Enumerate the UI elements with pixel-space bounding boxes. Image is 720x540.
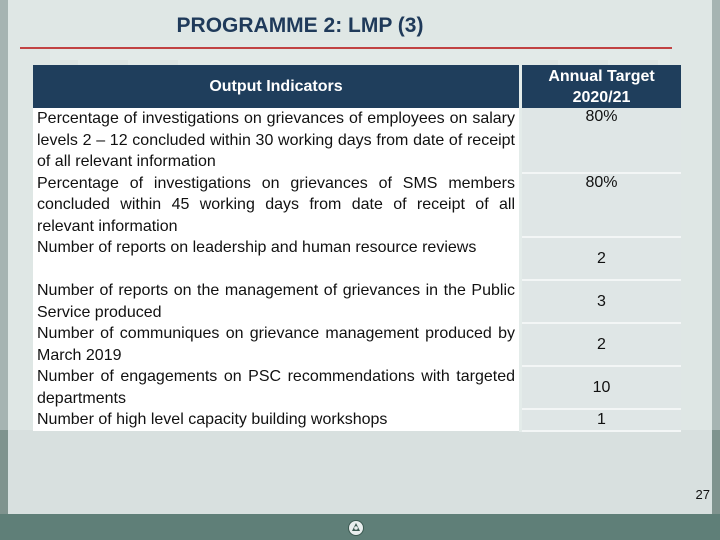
target-cell: 3	[521, 280, 682, 323]
table-row	[33, 108, 681, 173]
target-cell: 80%	[521, 173, 682, 238]
table-row	[33, 323, 681, 366]
output-indicators-table	[33, 65, 681, 432]
table-row	[33, 366, 681, 409]
target-cell: 80%	[521, 108, 682, 173]
table-row	[33, 280, 681, 323]
indicator-cell: Number of engagements on PSC recommendations with targeted departments	[33, 366, 521, 409]
target-cell: 2	[521, 323, 682, 366]
table-row	[33, 237, 681, 280]
table-row	[33, 173, 681, 238]
page-title: PROGRAMME 2: LMP (3)	[176, 14, 424, 37]
target-cell: 10	[521, 366, 682, 409]
target-cell: 2	[521, 237, 682, 280]
indicator-cell: Number of reports on the management of grievances in the Public Service produced	[33, 280, 521, 323]
header-output-indicators: Output Indicators	[33, 65, 521, 108]
indicator-cell: Number of communiques on grievance management produced by March 2019	[33, 323, 521, 366]
target-cell: 1	[521, 409, 682, 431]
table-row	[33, 409, 681, 431]
coat-of-arms-icon	[346, 519, 366, 537]
indicator-cell: Number of high level capacity building workshops	[33, 409, 521, 431]
indicator-cell: Percentage of investigations on grievances of employees on salary levels 2 – 12 concluded within 30 working days from date of receipt of all relevant information	[33, 108, 521, 173]
title-area	[20, 6, 700, 46]
indicator-cell: Percentage of investigations on grievances of SMS members concluded within 45 working days from date of receipt of all relevant information	[33, 173, 521, 238]
header-annual-target-line2: 2020/21	[572, 88, 631, 106]
indicator-cell: Number of reports on leadership and human resource reviews	[33, 237, 521, 280]
title-divider	[20, 47, 672, 49]
page-number: 27	[695, 487, 710, 502]
table-header-row	[33, 65, 681, 108]
header-annual-target-line1: Annual Target	[548, 67, 655, 85]
header-annual-target	[521, 65, 682, 108]
